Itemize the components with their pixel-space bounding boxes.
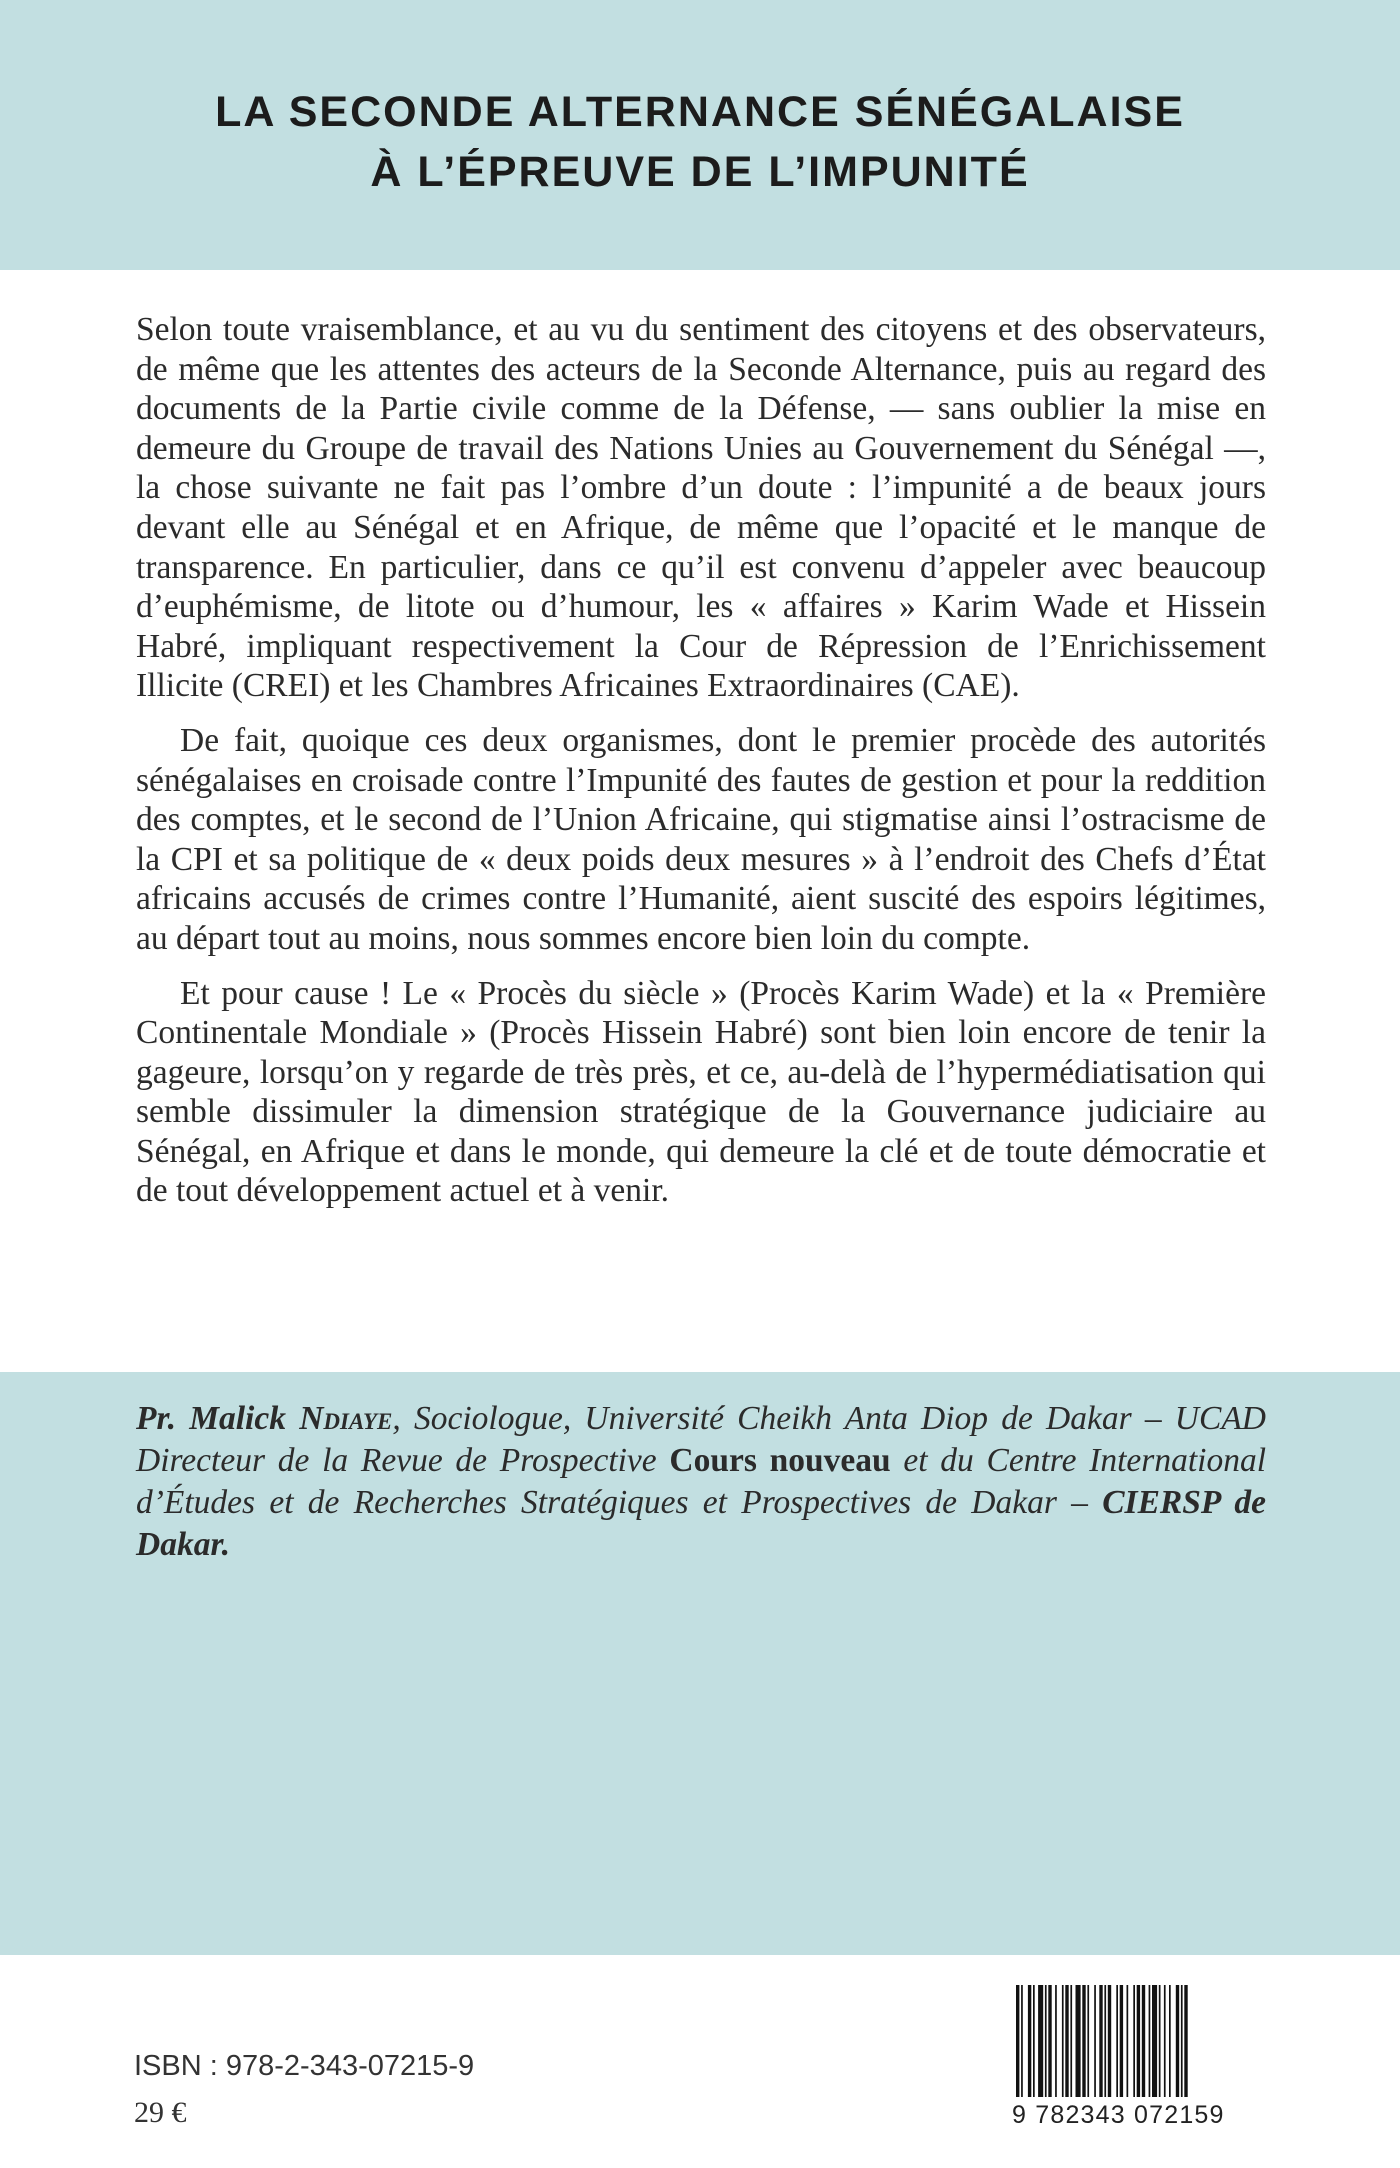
journal-name: Cours nouveau [669,1442,891,1479]
barcode-bar [1082,1985,1085,2097]
center-acronym: CIERSP de Dakar. [136,1484,1266,1563]
barcode [1012,1985,1242,2135]
author-center: et du Centre International d’Études et de Recherches Stratégiques et Prospectives de Dakar – [136,1442,1266,1521]
barcode-bar [1065,1985,1068,2097]
barcode-bar [1033,1985,1035,2097]
barcode-bar [1070,1985,1072,2097]
barcode-number: 9 782343 072159 [1012,2101,1225,2129]
barcode-bar [1087,1985,1089,2097]
title-line-1: LA SECONDE ALTERNANCE SÉNÉGALAISE [215,88,1185,136]
barcode-bar [1142,1985,1145,2097]
barcode-bar [1127,1985,1129,2097]
barcode-bar [1120,1985,1123,2097]
barcode-bar [1094,1985,1096,2097]
back-cover-blurb [136,310,1266,1226]
blurb-paragraph-2: De fait, quoique ces deux organismes, dont le premier procède des autorités sénégalaises en croisade contre l’Impunité des fautes de gestion et pour la reddition des comptes, et le second de l’Union Africaine, qui stigmatise ainsi l’ostracisme de la CPI et sa politique de « deux poids deux mesures » à l’endroit des Chefs d’État africains accusés de crimes contre l’Humanité, aient suscité des espoirs légitimes, au départ tout au moins, nous sommes encore bien loin du compte. [136,721,1266,957]
barcode-bar [1104,1985,1106,2097]
barcode-bar [1181,1985,1183,2097]
barcode-bar [1164,1985,1166,2097]
author-bio [136,1398,1266,1566]
author-name-prefix: Pr. Malick [136,1400,300,1437]
barcode-bar [1055,1985,1057,2097]
barcode-bar [1152,1985,1157,2097]
title-line-2: À L’ÉPREUVE DE L’IMPUNITÉ [370,148,1030,196]
barcode-bar [1133,1985,1135,2097]
barcode-bar [1016,1985,1019,2097]
barcode-bar [1176,1985,1179,2097]
barcode-bar [1108,1985,1111,2097]
barcode-bar [1045,1985,1047,2097]
blurb-paragraph-1: Selon toute vraisemblance, et au vu du sentiment des citoyens et des observateurs, de même que les attentes des acteurs de la Seconde Alternance, puis au regard des documents de la Partie civile comme de la Défense, — sans oublier la mise en demeure du Groupe de travail des Nations Unies au Gouvernement du Sénégal —, la chose suivante ne fait pas l’ombre d’un doute : l’impunité a de beaux jours devant elle au Sénégal et en Afrique, de même que l’opacité et le manque de transparence. En particulier, dans ce qu’il est convenu d’appeler avec beaucoup d’euphémisme, de litote ou d’humour, les « affaires » Karim Wade et Hissein Habré, impliquant respectivement la Cour de Répression de l’Enrichissement Illicite (CREI) et les Chambres Africaines Extraordinaires (CAE). [136,311,1266,705]
book-title [0,82,1400,202]
barcode-bar [1169,1985,1171,2097]
author-surname: Ndiaye [299,1400,393,1437]
barcode-bar [1062,1985,1064,2097]
author-affiliation: , Sociologue, Université Cheikh Anta Diop de Dakar – UCAD [392,1400,1266,1437]
barcode-bar [1137,1985,1140,2097]
blurb-paragraph-3: Et pour cause ! Le « Procès du siècle » (Procès Karim Wade) et la « Première Continentale Mondiale » (Procès Hissein Habré) sont bien loin encore de tenir la gageure, lorsqu’on y regarde de très près, et ce, au-delà de l’hypermédiatisation qui semble dissimuler la dimension stratégique de la Gouvernance judiciaire au Sénégal, en Afrique et dans le monde, qui demeure la clé et de toute démocratie et de tout développement actuel et à venir. [136,974,1266,1210]
barcode-bar [1021,1985,1023,2097]
barcode-bar [1149,1985,1151,2097]
barcode-bar [1028,1985,1031,2097]
price: 29 € [134,2096,187,2129]
isbn: ISBN : 978-2-343-07215-9 [134,2050,475,2082]
barcode-bar [1048,1985,1051,2097]
barcode-bar [1099,1985,1102,2097]
barcode-bar [1159,1985,1161,2097]
barcode-bar [1184,1985,1187,2097]
barcode-bar [1038,1985,1043,2097]
barcode-bar [1116,1985,1118,2097]
author-role: Directeur de la Revue de Prospective [136,1442,670,1479]
barcode-bar [1076,1985,1081,2097]
barcode-bars [1012,1985,1242,2103]
